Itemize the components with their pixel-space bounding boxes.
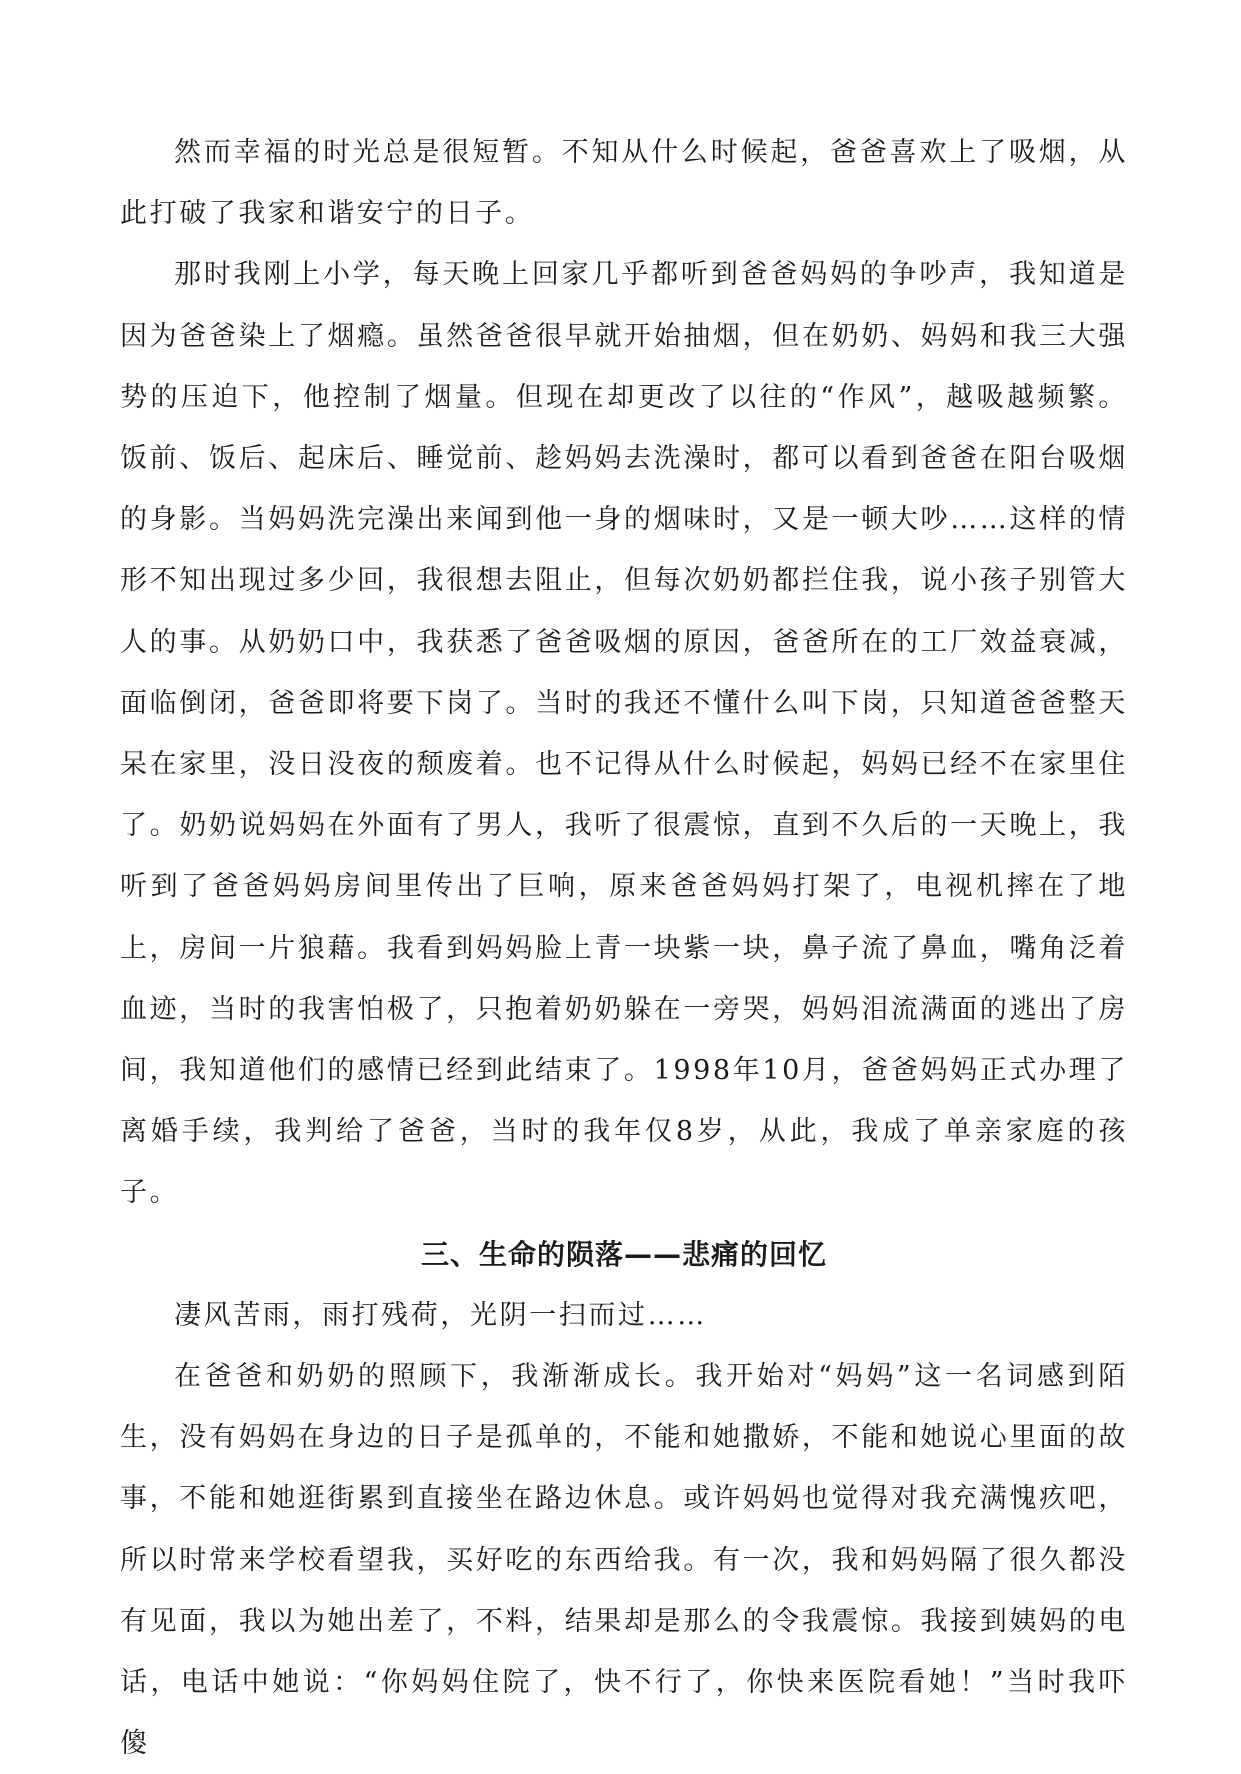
document-body: [120, 122, 1128, 1774]
section-heading: 三、生命的陨落——悲痛的回忆: [420, 1237, 827, 1271]
paragraph-1: 然而幸福的时光总是很短暂。不知从什么时候起，爸爸喜欢上了吸烟，从此打破了我家和谐安宁的日子。: [120, 137, 1128, 230]
paragraph-4: 在爸爸和奶奶的照顾下，我渐渐成长。我开始对“妈妈”这一名词感到陌生，没有妈妈在身边的日子是孤单的，不能和她撒娇，不能和她说心里面的故事，不能和她逛街累到直接坐在路边休息。或许妈妈也觉得对我充满愧疚吧，所以时常来学校看望我，买好吃的东西给我。有一次，我和妈妈隔了很久都没有见面，我以为她出差了，不料，结果却是那么的令我震惊。我接到姨妈的电话，电话中她说：“你妈妈住院了，快不行了，你快来医院看她！”当时我吓傻: [120, 1361, 1128, 1760]
paragraph-3: 凄风苦雨，雨打残荷，光阴一扫而过……: [174, 1299, 707, 1331]
paragraph-2: 那时我刚上小学，每天晚上回家几乎都听到爸爸妈妈的争吵声，我知道是因为爸爸染上了烟瘾。虽然爸爸很早就开始抽烟，但在奶奶、妈妈和我三大强势的压迫下，他控制了烟量。但现在却更改了以往的“作风”，越吸越频繁。饭前、饭后、起床后、睡觉前、趁妈妈去洗澡时，都可以看到爸爸在阳台吸烟的身影。当妈妈洗完澡出来闻到他一身的烟味时，又是一顿大吵……这样的情形不知出现过多少回，我很想去阻止，但每次奶奶都拦住我，说小孩子别管大人的事。从奶奶口中，我获悉了爸爸吸烟的原因，爸爸所在的工厂效益衰减，面临倒闭，爸爸即将要下岗了。当时的我还不懂什么叫下岗，只知道爸爸整天呆在家里，没日没夜的颓废着。也不记得从什么时候起，妈妈已经不在家里住了。奶奶说妈妈在外面有了男人，我听了很震惊，直到不久后的一天晚上，我听到了爸爸妈妈房间里传出了巨响，原来爸爸妈妈打架了，电视机摔在了地上，房间一片狼藉。我看到妈妈脸上青一块紫一块，鼻子流了鼻血，嘴角泛着血迹，当时的我害怕极了，只抱着奶奶躲在一旁哭，妈妈泪流满面的逃出了房间，我知道他们的感情已经到此结束了。1998年10月，爸爸妈妈正式办理了离婚手续，我判给了爸爸，当时的我年仅8岁，从此，我成了单亲家庭的孩子。: [120, 259, 1128, 1209]
